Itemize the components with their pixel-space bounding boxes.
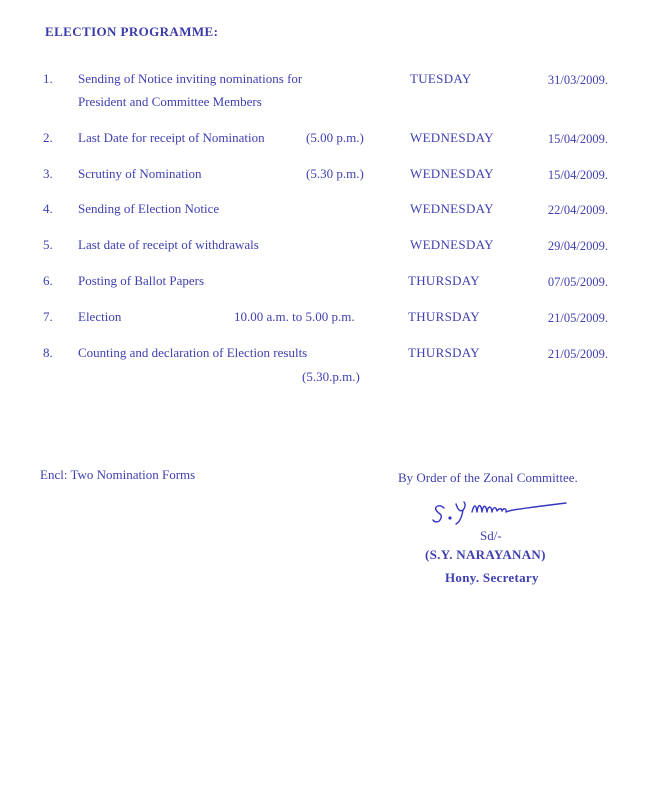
item-description: Sending of Election Notice xyxy=(78,201,220,216)
enclosure-note: Encl: Two Nomination Forms xyxy=(40,467,196,482)
item-date: 15/04/2009. xyxy=(547,132,608,146)
item-number: 7. xyxy=(43,309,53,324)
item-date: 15/04/2009. xyxy=(547,168,608,182)
order-line: By Order of the Zonal Committee. xyxy=(398,470,578,485)
item-description: Election xyxy=(78,309,122,324)
item-day: THURSDAY xyxy=(408,273,480,288)
item-date: 29/04/2009. xyxy=(547,239,608,253)
item-time: (5.00 p.m.) xyxy=(306,130,364,145)
item-day: WEDNESDAY xyxy=(410,201,494,216)
item-description: Posting of Ballot Papers xyxy=(78,273,205,288)
item-time: (5.30 p.m.) xyxy=(306,166,364,181)
item-day: THURSDAY xyxy=(408,309,480,324)
page-title: ELECTION PROGRAMME: xyxy=(45,24,219,39)
item-day: WEDNESDAY xyxy=(410,130,494,145)
item-date: 31/03/2009. xyxy=(547,73,608,87)
item-description: Last Date for receipt of Nomination xyxy=(78,130,265,145)
item-description-continued: President and Committee Members xyxy=(78,94,262,109)
item-number: 2. xyxy=(43,130,53,145)
item-number: 6. xyxy=(43,273,53,288)
item-day: THURSDAY xyxy=(408,345,480,360)
item-number: 4. xyxy=(43,201,53,216)
item-day: TUESDAY xyxy=(410,71,472,86)
signed-marker: Sd/- xyxy=(480,528,502,543)
item-description: Scrutiny of Nomination xyxy=(78,166,202,181)
item-time: (5.30.p.m.) xyxy=(302,369,360,384)
signatory-designation: Hony. Secretary xyxy=(445,570,539,585)
signature-image xyxy=(430,490,570,530)
item-date: 21/05/2009. xyxy=(547,347,608,361)
item-day: WEDNESDAY xyxy=(410,237,494,252)
item-description: Counting and declaration of Election results xyxy=(78,345,308,360)
item-description: Last date of receipt of withdrawals xyxy=(78,237,259,252)
item-date: 07/05/2009. xyxy=(547,275,608,289)
item-date: 21/05/2009. xyxy=(547,311,608,325)
item-number: 8. xyxy=(43,345,53,360)
item-number: 3. xyxy=(43,166,53,181)
item-time: 10.00 a.m. to 5.00 p.m. xyxy=(234,309,355,324)
item-date: 22/04/2009. xyxy=(547,203,608,217)
signatory-name: (S.Y. NARAYANAN) xyxy=(425,547,546,562)
item-number: 5. xyxy=(43,237,53,252)
item-day: WEDNESDAY xyxy=(410,166,494,181)
item-description: Sending of Notice inviting nominations for xyxy=(78,71,303,86)
item-number: 1. xyxy=(43,71,53,86)
